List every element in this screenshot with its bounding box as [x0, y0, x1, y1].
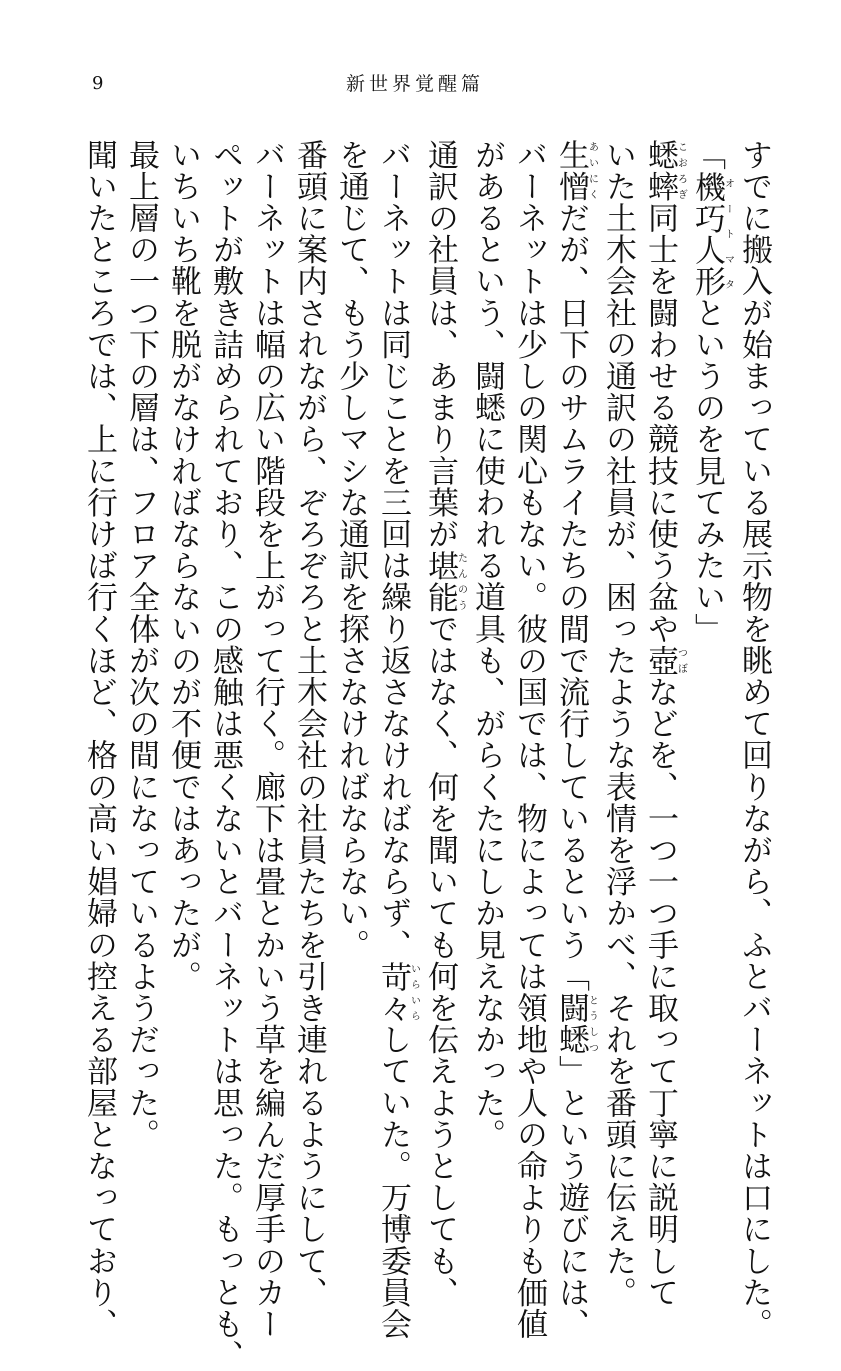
ruby-word [642, 139, 687, 203]
ruby-reading: とうしつ [586, 992, 598, 1056]
text-run: 最上層の一つ下の層は、フロア全体が次の間になっているようだった。 [123, 139, 159, 1151]
ruby-reading: つぼ [675, 644, 687, 677]
ruby-base: 闘蟋 [553, 992, 589, 1056]
text-run: バーネットは同じことを三回は繰り返さなければならず、 [375, 139, 411, 961]
text-run: 番頭に案内されながら、ぞろぞろと土木会社の社員たちを引き連れるようにして、 [291, 139, 327, 1309]
text-run: を通じて、もう少しマシな通訳を探さなければならない。 [333, 139, 369, 961]
ruby-word [375, 960, 420, 1024]
text-run: バーネットは少しの関心もない。彼の国では、物によっては領地や人の命よりも価値 [511, 139, 547, 1340]
text-column [162, 139, 204, 1099]
text-run: などを、一つ一つ手に取って丁寧に説明して [642, 676, 678, 1309]
text-run: ペットが敷き詰められており、この感触は悪くないとバーネットは思った。もっとも、 [207, 139, 243, 1371]
text-column [246, 139, 288, 1340]
ruby-base: 蟋蟀 [642, 139, 678, 203]
ruby-reading: あいにく [586, 139, 598, 203]
body-text [81, 139, 775, 1371]
ruby-word [689, 170, 734, 298]
text-column [372, 139, 420, 1340]
text-run: 」という遊びには、 [553, 1055, 589, 1340]
text-run: すでに搬入が始まっている展示物を眺めて回りながら、ふとバーネットは口にした。 [736, 139, 772, 1340]
ruby-reading: いらいら [408, 960, 420, 1024]
text-run: ではなく、何を聞いても何を伝えようとしても、 [422, 613, 458, 1309]
text-run: 同士を闘わせる競技に使う盆や [642, 202, 678, 645]
text-run: バーネットは幅の広い階段を上がって行く。廊下は畳とかいう草を編んだ厚手のカー [249, 139, 285, 1340]
text-column [550, 139, 598, 1340]
text-column [204, 139, 246, 1371]
text-run: していた。万博委員会 [375, 1023, 411, 1340]
text-run: だが、日下のサムライたちの間で流行しているという「 [553, 202, 589, 993]
text-column [78, 139, 120, 1340]
ruby-reading: こおろぎ [675, 139, 687, 203]
text-column [288, 139, 330, 1309]
text-column [508, 139, 550, 1340]
ruby-base: 堪能 [422, 549, 458, 614]
text-column [686, 139, 733, 1099]
text-column [419, 139, 467, 1309]
page-number: 9 [92, 73, 104, 94]
text-column [330, 139, 372, 1099]
ruby-word [553, 139, 598, 203]
ruby-base: 生憎 [553, 139, 589, 203]
text-column [466, 139, 508, 1151]
text-column [639, 139, 687, 1309]
ruby-base: 機巧人形 [689, 170, 725, 298]
ruby-word [642, 644, 687, 677]
text-run: いちいち靴を脱がなければならないのが不便ではあったが。 [165, 139, 201, 993]
text-run: があるという、闘蟋に使われる道具も、がらくたにしか見えなかった。 [469, 139, 505, 1151]
text-run: 通訳の社員は、あまり言葉が [422, 139, 458, 550]
text-column [733, 139, 775, 1340]
text-run: 聞いたところでは、上に行けば行くほど、格の高い娼婦の控える部屋となっており、 [81, 139, 117, 1340]
text-run: いた土木会社の通訳の社員が、困ったような表情を浮かべ、それを番頭に伝えた。 [600, 139, 636, 1309]
ruby-reading: たんのう [455, 549, 467, 613]
ruby-base: 苛々 [375, 960, 411, 1024]
ruby-base: 壺 [642, 644, 678, 677]
ruby-word [422, 549, 467, 614]
running-head: 新世界覚醒篇 [346, 73, 485, 95]
text-run: というのを見てみたい」 [689, 297, 725, 645]
ruby-word [553, 992, 598, 1056]
text-column [120, 139, 162, 1151]
text-run: 「 [689, 139, 725, 171]
ruby-reading: オートマタ [722, 170, 734, 298]
text-column [597, 139, 639, 1309]
